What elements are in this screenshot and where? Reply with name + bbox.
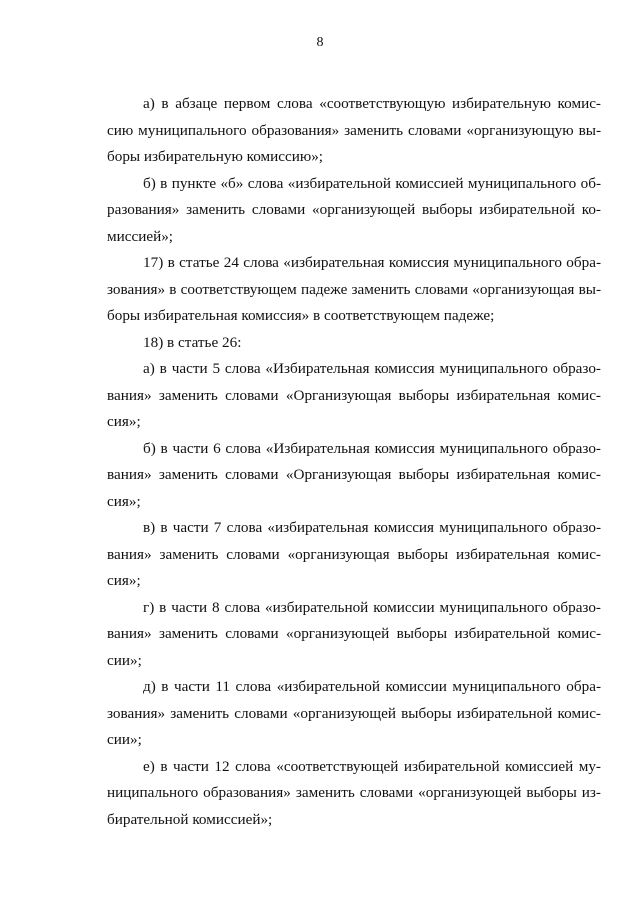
text-line: сию муниципального образования» заменить словами «организующую вы- xyxy=(107,121,601,139)
text-line: сии»; xyxy=(107,651,142,669)
paragraph-18-statya-26 xyxy=(107,330,601,357)
text-line: д) в части 11 слова «избирательной комиссии муниципального обра- xyxy=(143,678,601,695)
text-line: 18) в статье 26: xyxy=(143,333,242,351)
text-line: разования» заменить словами «организующей выборы избирательной ко- xyxy=(107,201,601,218)
page-number: 8 xyxy=(316,35,324,50)
text-line: в) в части 7 слова «избирательная комиссия муниципального образо- xyxy=(143,519,601,536)
text-line: б) в пункте «б» слова «избирательной комиссией муниципального об- xyxy=(143,174,601,192)
paragraph-b-punkt xyxy=(107,171,601,251)
text-line: боры избирательную комиссию»; xyxy=(107,148,324,165)
text-line: а) в части 5 слова «Избирательная комиссия муниципального образо- xyxy=(143,360,601,377)
text-line: зования» в соответствующем падеже заменить словами «организующая вы- xyxy=(107,280,601,298)
paragraph-d-chast-11 xyxy=(107,674,601,754)
paragraph-17-statya-24 xyxy=(107,250,601,330)
text-line: миссией»; xyxy=(107,227,174,245)
paragraph-b-chast-6 xyxy=(107,436,601,516)
text-line: сии»; xyxy=(107,731,142,748)
paragraph-v-chast-7 xyxy=(107,515,601,595)
text-line: вания» заменить словами «организующая выборы избирательная комис- xyxy=(107,545,601,563)
text-line: сия»; xyxy=(107,572,141,589)
text-line: боры избирательная комиссия» в соответствующем падеже; xyxy=(107,307,495,324)
text-line: вания» заменить словами «Организующая выборы избирательная комис- xyxy=(107,386,601,404)
text-line: бирательной комиссией»; xyxy=(107,810,273,828)
text-line: сия»; xyxy=(107,413,141,430)
text-line: г) в части 8 слова «избирательной комиссии муниципального образо- xyxy=(143,598,601,616)
paragraph-a-chast-5 xyxy=(107,356,601,436)
text-line: 17) в статье 24 слова «избирательная комиссия муниципального обра- xyxy=(143,254,601,271)
paragraph-g-chast-8 xyxy=(107,595,601,675)
paragraph-a-first-abzats xyxy=(107,91,601,171)
text-line: вания» заменить словами «Организующая выборы избирательная комис- xyxy=(107,466,601,483)
document-body xyxy=(107,91,601,833)
text-line: е) в части 12 слова «соответствующей избирательной комиссией му- xyxy=(143,757,601,775)
text-line: б) в части 6 слова «Избирательная комиссия муниципального образо- xyxy=(143,439,601,457)
text-line: вания» заменить словами «организующей выборы избирательной комис- xyxy=(107,625,601,642)
text-line: сия»; xyxy=(107,492,141,510)
text-line: ниципального образования» заменить словами «организующей выборы из- xyxy=(107,784,601,801)
text-line: а) в абзаце первом слова «соответствующую избирательную комис- xyxy=(143,95,601,112)
text-line: зования» заменить словами «организующей выборы избирательной комис- xyxy=(107,704,601,722)
paragraph-e-chast-12 xyxy=(107,754,601,834)
